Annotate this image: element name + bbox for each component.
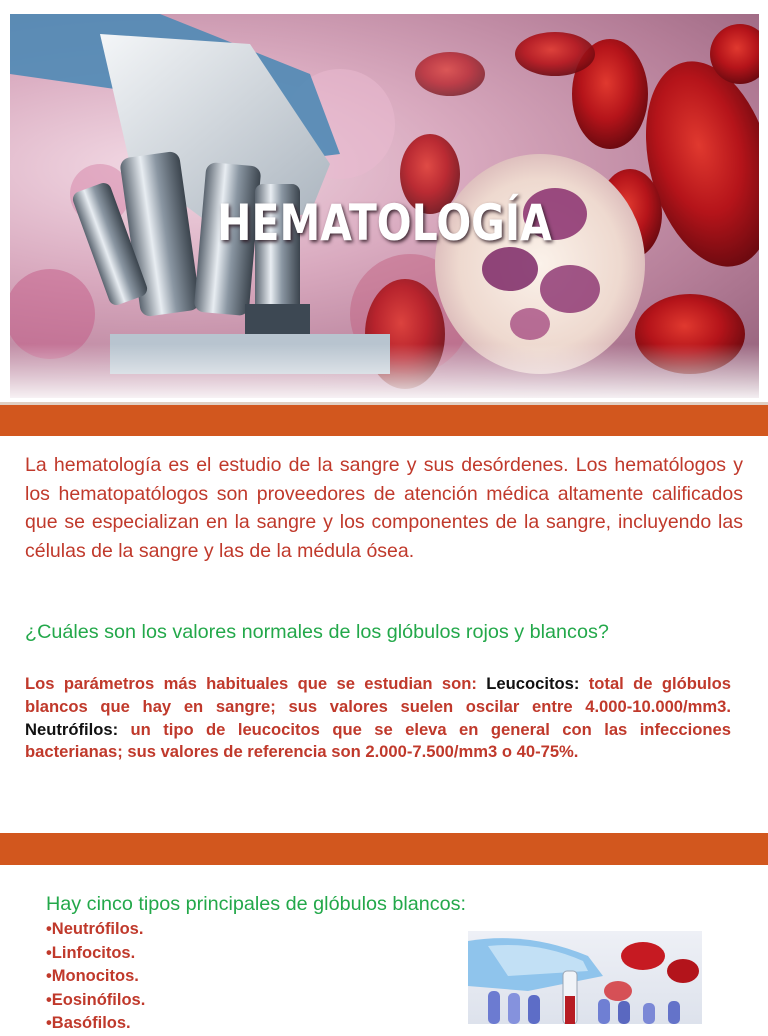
lab-tubes-illustration [468,931,702,1024]
list-item: •Linfocitos. [46,943,136,962]
list-item: •Monocitos. [46,967,139,986]
divider-band-bottom [0,833,768,865]
term-neutrofilos: Neutrófilos: [25,719,119,739]
list-item: •Basófilos. [46,1014,131,1033]
types-heading: Hay cinco tipos principales de glóbulos blancos: [46,893,467,915]
answer-text-leucocitos: total de glóbulos blancos que hay en sangre; sus valores suelen oscilar entre 4.000-10.000/mm3. [25,674,731,716]
term-leucocitos: Leucocitos: [486,674,580,693]
divider-band-top [0,402,768,436]
lab-tubes-photo [468,931,702,1024]
list-item: •Eosinófilos. [46,990,146,1009]
hero-banner [10,14,759,398]
question-heading: ¿Cuáles son los valores normales de los glóbulos rojos y blancos? [25,621,609,643]
types-list [46,918,145,1036]
intro-paragraph: La hematología es el estudio de la sangre y sus desórdenes. Los hematólogos y los hematopatólogos son proveedores de atención médica altamente calificados que se especializan en la sangre y los componentes de la sangre, incluyendo las células de la sangre y las de la médula ósea. [25,454,743,562]
hero-title: HEMATOLOGÍA [217,194,552,252]
white-blood-cell [435,154,645,374]
answer-text-neutrofilos: un tipo de leucocitos que se eleva en general con las infecciones bacterianas; sus valores de referencia son 2.000-7.500/mm3 o 40-75%. [25,719,731,762]
answer-lead: Los parámetros más habituales que se estudian son: [25,674,487,693]
list-item: •Neutrófilos. [46,920,144,938]
answer-paragraph [25,673,731,764]
